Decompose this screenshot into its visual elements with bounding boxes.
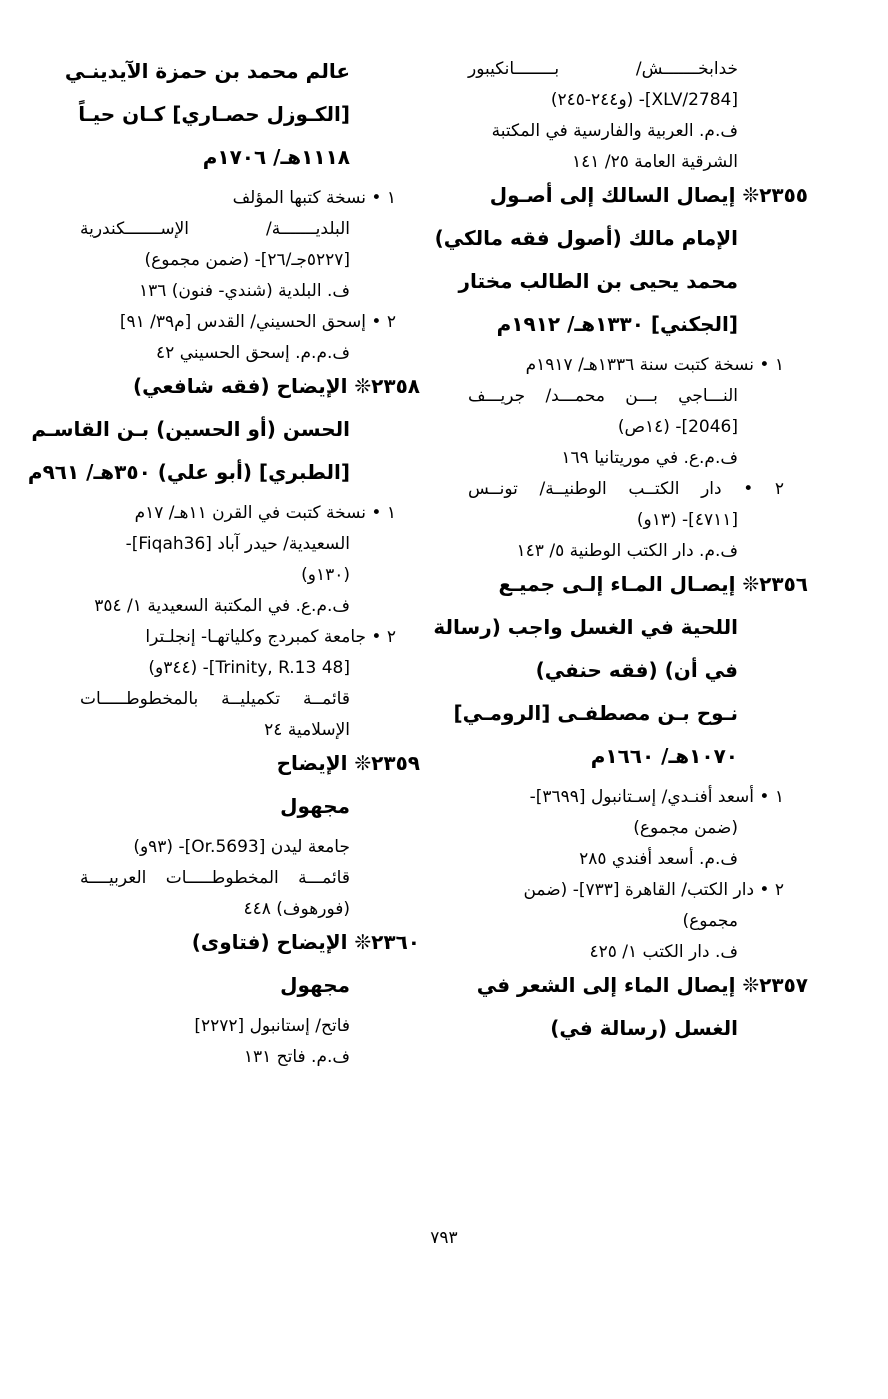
entry-text-line: (ضمن مجموع) bbox=[633, 818, 738, 838]
entry-text-line: ف.م. فاتح ١٣١ bbox=[243, 1047, 350, 1067]
entry-text-line: النـــاجي بـــن محمـــد/ جريـــف bbox=[468, 386, 738, 406]
entry-text-line: ١ • نسخة كتبت سنة ١٣٣٦هـ/ ١٩١٧م bbox=[525, 355, 784, 375]
entry-text-line: الشرقية العامة ٢٥/ ١٤١ bbox=[572, 152, 738, 172]
entry-text-line: ف.م. دار الكتب الوطنية ٥/ ١٤٣ bbox=[516, 541, 738, 561]
entry-text-line: ٢ • إسحق الحسيني/ القدس [م٣٩/ ٩١] bbox=[119, 312, 396, 332]
entry-heading-line: اللحية في الغسل واجب (رسالة bbox=[433, 615, 738, 639]
entry-text-line: ف.م. العربية والفارسية في المكتبة bbox=[491, 121, 738, 141]
entry-text-line: (فورهوف) ٤٤٨ bbox=[243, 899, 350, 919]
entry-heading-line: ١١١٨هـ/ ١٧٠٦م bbox=[202, 145, 350, 169]
entry-text-line: ٢ • دار الكتب/ القاهرة [٧٣٣]- (ضمن bbox=[523, 880, 784, 900]
entry-text-line: مجموع) bbox=[682, 911, 738, 931]
entry-text-line: ف.م.ع. في المكتبة السعيدية ١/ ٣٥٤ bbox=[94, 596, 350, 616]
entry-text-line: الإسلامية ٢٤ bbox=[264, 720, 350, 740]
page-number: ٧٩٣ bbox=[430, 1228, 458, 1248]
entry-text-line: قائمــة تكميليــة بالمخطوطـــــات bbox=[80, 689, 350, 709]
entry-heading-line: الحسن (أو الحسين) بـن القاسـم bbox=[31, 417, 350, 441]
entry-heading-line: محمد يحيى بن الطالب مختار bbox=[458, 269, 738, 293]
entry-heading-line: [الجكني] ١٣٣٠هـ/ ١٩١٢م bbox=[496, 312, 738, 336]
entry-heading-line: ٢٣٥٨❊ الإيضاح (فقه شافعي) bbox=[132, 374, 420, 398]
entry-text-line: ف.م. أسعد أفندي ٢٨٥ bbox=[579, 849, 738, 869]
entry-text-line: ١ • نسخة كتبت في القرن ١١هـ/ ١٧م bbox=[134, 503, 396, 523]
entry-text-line: (١٣٠و) bbox=[301, 565, 350, 585]
entry-text-line: ٢ • دار الكتــب الوطنيــة/ تونــس bbox=[468, 479, 784, 499]
entry-text-line: [2046]- (١٤ص) bbox=[617, 417, 738, 437]
right-column bbox=[433, 58, 808, 1058]
entry-text-line: خدابخـــــــش/ بــــــــانكيبور bbox=[468, 59, 738, 79]
left-column bbox=[27, 58, 420, 1077]
entry-heading-line: مجهول bbox=[280, 973, 350, 997]
entry-heading-line: في أن) (فقه حنفي) bbox=[535, 658, 738, 682]
entry-heading-line: ٢٣٥٩❊ الإيضاح bbox=[276, 751, 420, 775]
entry-heading-line: ٢٣٦٠❊ الإيضاح (فتاوى) bbox=[191, 930, 420, 954]
entry-text-line: السعيدية/ حيدر آباد [Fiqah36]- bbox=[125, 534, 350, 554]
entry-text-line: فاتح/ إستانبول [٢٢٧٢] bbox=[194, 1016, 350, 1036]
entry-text-line: جامعة ليدن [Or.5693]- (٩٣و) bbox=[133, 837, 350, 857]
entry-text-line: [٥٢٢٧جـ/٢٦]- (ضمن مجموع) bbox=[144, 250, 350, 270]
entry-heading-line: ٢٣٥٦❊ إيصـال المـاء إلـى جميـع bbox=[498, 572, 808, 596]
entry-heading-line: عالم محمد بن حمزة الآيدينـي bbox=[64, 59, 350, 83]
entry-text-line: ١ • أسعد أفنـدي/ إسـتانبول [٣٦٩٩]- bbox=[529, 787, 784, 807]
entry-heading-line: مجهول bbox=[280, 794, 350, 818]
entry-heading-line: [الطبري] (أبو علي) ٣٥٠هـ/ ٩٦١م bbox=[27, 460, 350, 484]
entry-heading-line: [الكـوزل حصـاري] كـان حيـاً bbox=[78, 102, 350, 126]
entry-text-line: ف. دار الكتب ١/ ٤٢٥ bbox=[589, 942, 738, 962]
entry-text-line: البلديـــــــة/ الإســـــــكندرية bbox=[80, 219, 350, 239]
entry-text-line: قائمـــة المخطوطـــــات العربيــــة bbox=[80, 868, 350, 888]
entry-heading-line: الغسل (رسالة في) bbox=[550, 1016, 738, 1040]
entry-heading-line: ١٠٧٠هـ/ ١٦٦٠م bbox=[590, 744, 738, 768]
entry-text-line: [2784/XLV]- (و٢٤٤-٢٤٥) bbox=[550, 90, 738, 110]
entry-text-line: ٢ • جامعة كمبردج وكلياتهـا- إنجلـترا bbox=[145, 627, 396, 647]
entry-text-line: [٤٧١١]- (١٣و) bbox=[636, 510, 738, 530]
entry-heading-line: نـوح بـن مصطفـى [الرومـي] bbox=[453, 701, 738, 725]
entry-text-line: ١ • نسخة كتبها المؤلف bbox=[232, 188, 396, 208]
entry-text-line: [Trinity, R.13 48]- (٣٤٤و) bbox=[148, 658, 350, 678]
entry-heading-line: ٢٣٥٥❊ إيصال السالك إلى أصـول bbox=[489, 183, 808, 207]
entry-text-line: ف.م.م. إسحق الحسيني ٤٢ bbox=[156, 343, 350, 363]
entry-text-line: ف.م.ع. في موريتانيا ١٦٩ bbox=[561, 448, 738, 468]
entry-heading-line: ٢٣٥٧❊ إيصال الماء إلى الشعر في bbox=[476, 973, 808, 997]
entry-heading-line: الإمام مالك (أصول فقه مالكي) bbox=[434, 226, 738, 250]
entry-text-line: ف. البلدية (شندي- فنون) ١٣٦ bbox=[138, 281, 350, 301]
